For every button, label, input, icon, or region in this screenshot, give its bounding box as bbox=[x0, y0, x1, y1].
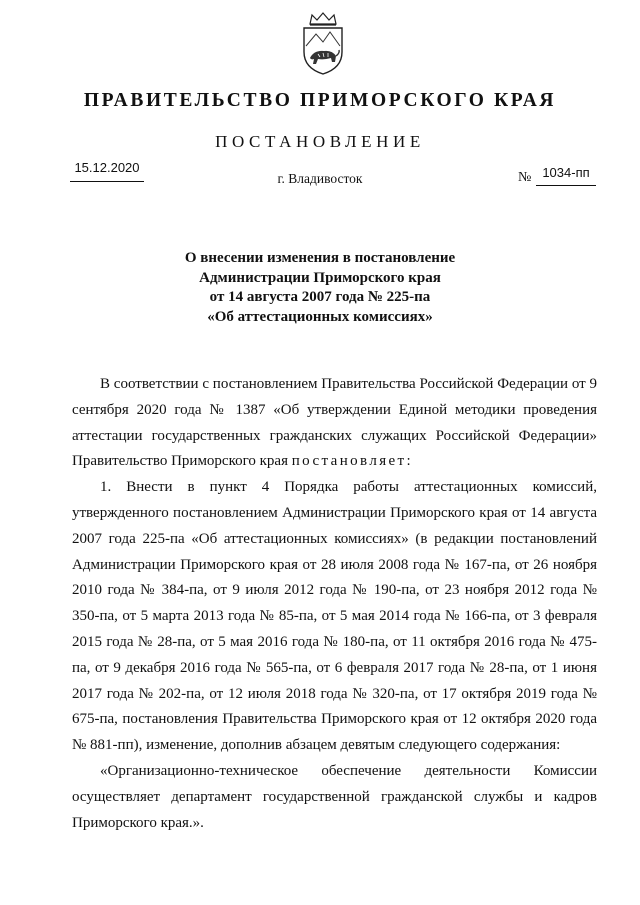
issue-place: г. Владивосток bbox=[277, 171, 363, 186]
number-underline bbox=[536, 185, 596, 186]
decree-colon: : bbox=[406, 453, 411, 470]
subject-line: О внесении изменения в постановление bbox=[184, 250, 456, 266]
decree-word: постановляет bbox=[291, 453, 407, 470]
registration-date: 15.12.2020 bbox=[74, 160, 140, 175]
number-sign: № bbox=[518, 170, 532, 185]
document-type: ПОСТАНОВЛЕНИЕ bbox=[215, 132, 425, 151]
item-1-paragraph: 1. Внести в пункт 4 Порядка работы аттестационных комиссий, утвержденного постановлением Администрации Приморского края от 14 августа 2007 года 225-па «Об аттестационных комиссиях» (в редакции постановлений Администрации Приморского края от 28 июля 2008 года № 167-па, от 26 ноября 2010 года № 384-па, от 9 июля 2012 года № 190-па, от 23 ноября 2012 года № 350-па, от 5 марта 2013 года № 85-па, от 5 мая 2014 года № 166-па, от 3 февраля 2015 года № 28-па, от 5 мая 2016 года № 180-па, от 11 октября 2016 года № 475-па, от 9 декабря 2016 года № 565-па, от 6 февраля 2017 года № 28-па, от 1 июня 2017 года № 202-па, от 12 июля 2018 года № 320-па, от 17 октября 2019 года № 675-па, постановления Правительства Приморского края от 12 октября 2020 года № 881-пп), изменение, дополнив абзацем девятым следующего содержания: bbox=[72, 479, 597, 754]
registration-number: 1034-пп bbox=[542, 165, 590, 180]
quoted-amendment-paragraph: «Организационно-техническое обеспечение деятельности Комиссии осуществляет департамент государственной гражданской службы и кадров Приморского края.». bbox=[72, 762, 597, 831]
document-subject bbox=[0, 249, 640, 327]
subject-line: «Об аттестационных комиссиях» bbox=[207, 308, 433, 325]
preamble-paragraph bbox=[72, 372, 597, 475]
subject-line: от 14 августа 2007 года № 225-па bbox=[209, 289, 431, 305]
document-body bbox=[72, 372, 597, 836]
subject-line: Администрации Приморского края bbox=[199, 269, 441, 286]
coat-of-arms-icon bbox=[298, 12, 348, 76]
government-name: ПРАВИТЕЛЬСТВО ПРИМОРСКОГО КРАЯ bbox=[83, 90, 557, 111]
preamble-text: В соответствии с постановлением Правительства Российской Федерации от 9 сентября 2020 года № 1387 «Об утверждении Единой методики проведения аттестации государственных гражданских служащих Российской Федерации» Правительство Приморского края bbox=[72, 376, 597, 470]
